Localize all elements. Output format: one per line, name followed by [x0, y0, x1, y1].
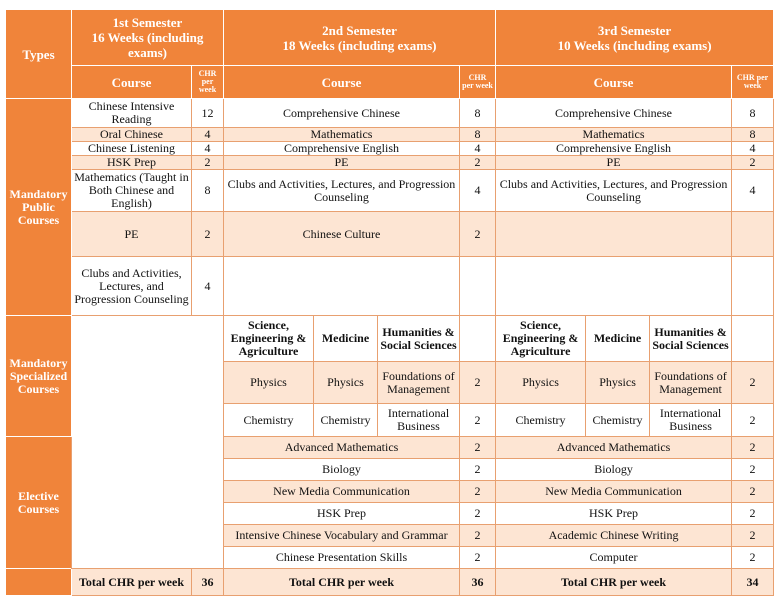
semester-3-header — [496, 10, 774, 66]
types-header: Types — [6, 10, 72, 99]
chr-cell: 2 — [732, 525, 774, 547]
chr-cell: 2 — [732, 481, 774, 503]
chr-cell: 2 — [460, 503, 496, 525]
chr-header-1: CHR per week — [192, 66, 224, 99]
chr-cell — [732, 316, 774, 362]
course-header-3: Course — [496, 66, 732, 99]
chr-cell: 4 — [192, 257, 224, 316]
chr-cell: 8 — [192, 170, 224, 212]
chr-cell: 2 — [732, 547, 774, 569]
type-elective: Elective Courses — [6, 437, 72, 569]
course-cell: Oral Chinese — [72, 128, 192, 142]
course-cell: Mathematics (Taught in Both Chinese and English) — [72, 170, 192, 212]
chr-cell: 2 — [460, 459, 496, 481]
course-cell: Chinese Intensive Reading — [72, 99, 192, 128]
course-cell: Chemistry — [314, 404, 378, 437]
track-header: Medicine — [314, 316, 378, 362]
chr-cell: 2 — [732, 362, 774, 404]
total-type-cell — [6, 569, 72, 596]
semester-2-header — [224, 10, 496, 66]
chr-cell: 2 — [732, 459, 774, 481]
chr-cell: 2 — [460, 525, 496, 547]
course-cell: Comprehensive Chinese — [496, 99, 732, 128]
chr-cell: 8 — [460, 128, 496, 142]
course-cell: HSK Prep — [72, 156, 192, 170]
chr-cell: 2 — [460, 156, 496, 170]
chr-cell — [460, 316, 496, 362]
track-header: Science, Engineering & Agriculture — [224, 316, 314, 362]
course-header-1: Course — [72, 66, 192, 99]
course-cell: New Media Communication — [224, 481, 460, 503]
semester-2-weeks: 18 Weeks (including exams) — [282, 37, 437, 53]
course-cell: Comprehensive English — [496, 142, 732, 156]
chr-cell — [732, 257, 774, 316]
course-cell — [496, 257, 732, 316]
course-cell: Biology — [496, 459, 732, 481]
course-cell: Comprehensive Chinese — [224, 99, 460, 128]
semester-2-title: 2nd Semester — [322, 22, 397, 38]
course-header-2: Course — [224, 66, 460, 99]
chr-cell: 2 — [732, 404, 774, 437]
course-cell: Chinese Culture — [224, 212, 460, 257]
track-header: Humanities & Social Sciences — [378, 316, 460, 362]
course-cell: Computer — [496, 547, 732, 569]
chr-cell: 8 — [732, 128, 774, 142]
chr-cell: 2 — [192, 156, 224, 170]
course-cell: Chinese Listening — [72, 142, 192, 156]
course-cell: International Business — [378, 404, 460, 437]
course-cell: Chemistry — [586, 404, 650, 437]
chr-cell: 2 — [192, 212, 224, 257]
course-cell: New Media Communication — [496, 481, 732, 503]
course-cell: Foundations of Management — [378, 362, 460, 404]
chr-cell: 4 — [192, 142, 224, 156]
semester-1-header — [72, 10, 224, 66]
semester-3-title: 3rd Semester — [597, 22, 672, 38]
course-cell: HSK Prep — [224, 503, 460, 525]
chr-cell — [460, 257, 496, 316]
chr-cell: 2 — [732, 437, 774, 459]
semester-1-empty — [72, 316, 224, 569]
chr-header-2: CHR per week — [460, 66, 496, 99]
course-cell: Chemistry — [224, 404, 314, 437]
type-mandatory-specialized: Mandatory Specialized Courses — [6, 316, 72, 437]
type-mandatory-public: Mandatory Public Courses — [6, 99, 72, 316]
course-cell: Advanced Mathematics — [496, 437, 732, 459]
course-cell — [496, 212, 732, 257]
semester-3-weeks: 10 Weeks (including exams) — [557, 37, 712, 53]
course-cell: PE — [72, 212, 192, 257]
total-label: Total CHR per week — [224, 569, 460, 596]
chr-cell: 8 — [732, 99, 774, 128]
course-cell: Clubs and Activities, Lectures, and Progression Counseling — [224, 170, 460, 212]
chr-cell: 4 — [460, 142, 496, 156]
curriculum-table — [5, 9, 774, 596]
course-cell: Mathematics — [496, 128, 732, 142]
chr-cell — [732, 212, 774, 257]
chr-cell: 8 — [460, 99, 496, 128]
total-value-2: 36 — [460, 569, 496, 596]
track-header: Science, Engineering & Agriculture — [496, 316, 586, 362]
course-cell: Chinese Presentation Skills — [224, 547, 460, 569]
chr-cell: 2 — [460, 437, 496, 459]
course-cell: Physics — [224, 362, 314, 404]
course-cell: Mathematics — [224, 128, 460, 142]
course-cell: Academic Chinese Writing — [496, 525, 732, 547]
chr-cell: 4 — [732, 142, 774, 156]
track-header: Medicine — [586, 316, 650, 362]
chr-cell: 4 — [192, 128, 224, 142]
chr-cell: 4 — [460, 170, 496, 212]
chr-cell: 4 — [732, 170, 774, 212]
chr-cell: 2 — [732, 156, 774, 170]
course-cell: Intensive Chinese Vocabulary and Grammar — [224, 525, 460, 547]
course-cell — [224, 257, 460, 316]
total-value-1: 36 — [192, 569, 224, 596]
course-cell: PE — [496, 156, 732, 170]
course-cell: Foundations of Management — [650, 362, 732, 404]
semester-1-title: 1st Semester — [112, 15, 183, 30]
chr-cell: 2 — [460, 212, 496, 257]
chr-cell: 2 — [460, 547, 496, 569]
total-label: Total CHR per week — [496, 569, 732, 596]
course-cell: Physics — [586, 362, 650, 404]
course-cell: Clubs and Activities, Lectures, and Progression Counseling — [72, 257, 192, 316]
course-cell: HSK Prep — [496, 503, 732, 525]
chr-cell: 12 — [192, 99, 224, 128]
course-cell: Biology — [224, 459, 460, 481]
course-cell: International Business — [650, 404, 732, 437]
course-cell: Physics — [314, 362, 378, 404]
total-value-3: 34 — [732, 569, 774, 596]
chr-cell: 2 — [460, 481, 496, 503]
course-cell: Chemistry — [496, 404, 586, 437]
course-cell: PE — [224, 156, 460, 170]
track-header: Humanities & Social Sciences — [650, 316, 732, 362]
course-cell: Comprehensive English — [224, 142, 460, 156]
total-label: Total CHR per week — [72, 569, 192, 596]
course-cell: Physics — [496, 362, 586, 404]
chr-header-3: CHR per week — [732, 66, 774, 99]
semester-1-weeks: 16 Weeks (including exams) — [91, 30, 204, 60]
course-cell: Advanced Mathematics — [224, 437, 460, 459]
course-cell: Clubs and Activities, Lectures, and Progression Counseling — [496, 170, 732, 212]
chr-cell: 2 — [732, 503, 774, 525]
chr-cell: 2 — [460, 404, 496, 437]
chr-cell: 2 — [460, 362, 496, 404]
